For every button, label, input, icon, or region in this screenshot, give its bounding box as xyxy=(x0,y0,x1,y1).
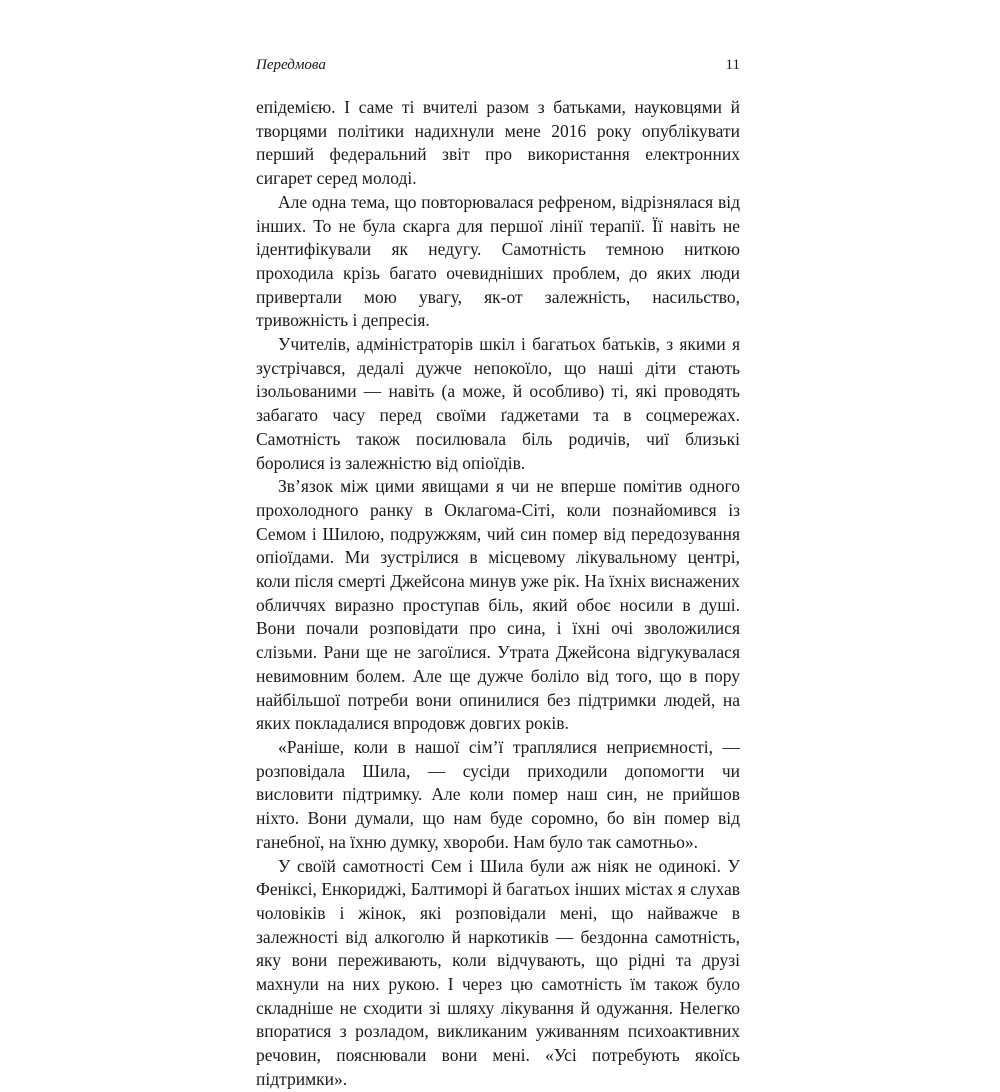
paragraph-quote: «Раніше, коли в нашої сім’ї траплялися неприємності, — розповідала Шила, — сусіди приходили допомогти чи висловити підтримку. Але коли помер наш син, не прийшов ніхто. Вони думали, що нам буде соромно, бо він помер від ганебної, на їхню думку, хвороби. Нам було так самотньо». xyxy=(256,736,740,852)
book-page xyxy=(256,50,740,1092)
paragraph: У своїй самотності Сем і Шила були аж ніяк не одинокі. У Феніксі, Енкориджі, Балтиморі й багатьох інших містах я слухав чоловіків і жінок, які розповідали мені, що найважче в залежності від алкоголю й наркотиків — бездонна самотність, яку вони переживають, коли відчувають, що рідні та друзі махнули на них рукою. І через цю самотність їм також було складніше не сходити зі шляху лікування й одужання. Нелегко впоратися з розладом, викликаним уживанням психоактивних речовин, пояснювали вони мені. «Усі потребують якоїсь підтримки». xyxy=(256,855,740,1089)
paragraph-continuation: епідемією. І саме ті вчителі разом з батьками, науковцями й творцями політики надихнули мене 2016 року опублікувати перший федеральний звіт про використання електронних сигарет серед молоді. xyxy=(256,97,740,189)
body-text xyxy=(256,96,740,1092)
paragraph: Учителів, адміністраторів шкіл і багатьох батьків, з якими я зустрічався, дедалі дужче непокоїло, що наші діти стають ізольованими — навіть (а може, й особливо) ті, які проводять забагато часу перед своїми ґаджетами та в соцмережах. Самотність також посилювала біль родичів, чиї близькі боролися із залежністю від опіоїдів. xyxy=(256,334,740,473)
page-number: 11 xyxy=(725,57,740,73)
paragraph: Зв’язок між цими явищами я чи не вперше помітив одного прохолодного ранку в Оклагома-Сіті, коли познайомився із Семом і Шилою, подружжям, чий син помер від передозування опіоїдами. Ми зустрілися в місцевому лікувальному центрі, коли після смерті Джейсона минув уже рік. На їхніх виснажених обличчях виразно проступав біль, який обоє носили в душі. Вони почали розповідати про сина, і їхні очі зволожилися слізьми. Рани ще не загоїлися. Утрата Джейсона відгукувалася невимовним болем. Але ще дужче боліло від того, що в пору найбільшої потреби вони опинилися без підтримки людей, на яких покладалися впродовж довгих років. xyxy=(256,476,740,734)
running-title: Передмова xyxy=(256,57,326,73)
running-head xyxy=(256,50,740,80)
paragraph: Але одна тема, що повторювалася рефреном, відрізнялася від інших. То не була скарга для першої лінії терапії. Її навіть не ідентифікували як недугу. Самотність темною ниткою проходила крізь багато очевидніших проблем, до яких люди привертали мою увагу, як-от залежність, насильство, тривожність і депресія. xyxy=(256,191,740,331)
